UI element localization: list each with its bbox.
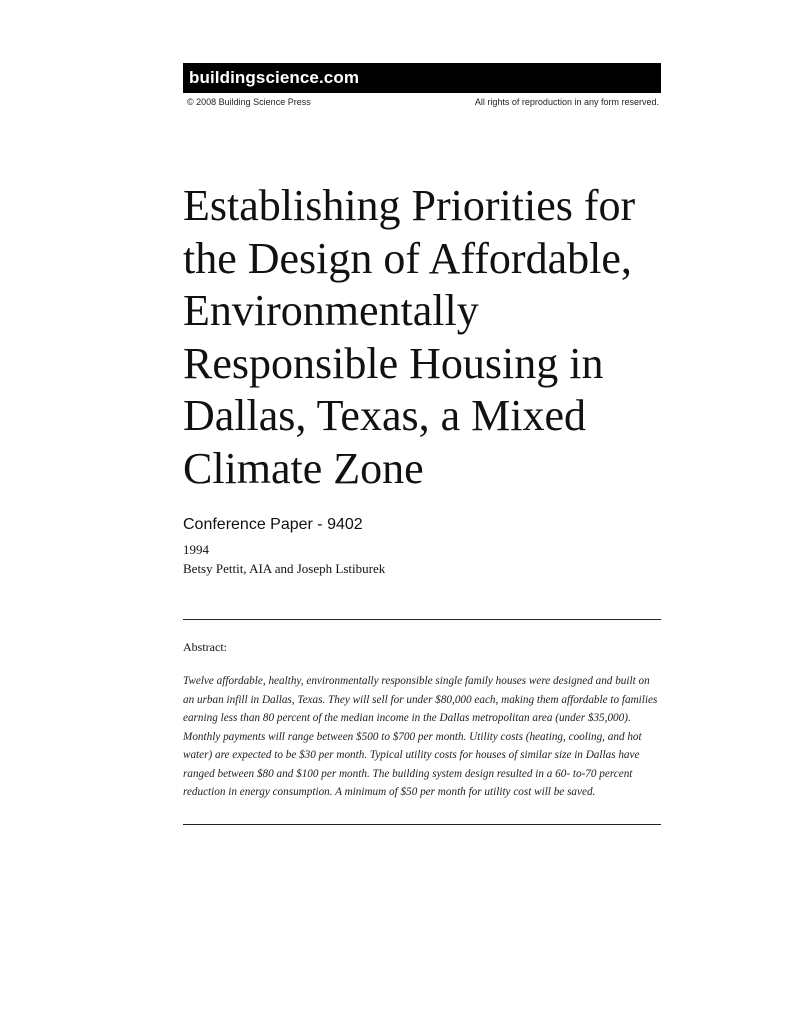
paper-title: Establishing Priorities for the Design of Affordable, Environmentally Responsible Housing in Dallas, Texas, a Mixed Climate Zone bbox=[183, 181, 636, 493]
copyright-notice: © 2008 Building Science Press bbox=[187, 97, 311, 107]
paper-authors: Betsy Pettit, AIA and Joseph Lstiburek bbox=[183, 561, 386, 576]
abstract-top-rule bbox=[183, 619, 661, 620]
abstract-text: Twelve affordable, healthy, environmentally responsible single family houses were designed and built on an urban infill in Dallas, Texas. They will sell for under $80,000 each, making them affordable to families earning less than 80 percent of the median income in the Dallas metropolitan area (under $35,000). Monthly payments will range between $500 to $700 per month. Utility costs (heating, cooling, and hot water) are expected to be $30 per month. Typical utility costs for houses of similar size in Dallas have ranged between $80 and $100 per month. The building system design resulted in a 60- to-70 percent reduction in energy consumption. A minimum of $50 per month for utility cost will be saved. bbox=[183, 675, 658, 798]
paper-id: Conference Paper - 9402 bbox=[183, 516, 363, 533]
abstract-bottom-rule bbox=[183, 824, 661, 825]
paper-year: 1994 bbox=[183, 542, 209, 557]
header-bar bbox=[183, 63, 661, 93]
header-subline bbox=[187, 97, 659, 107]
site-brand: buildingscience.com bbox=[189, 68, 360, 87]
rights-notice: All rights of reproduction in any form reserved. bbox=[474, 97, 659, 107]
abstract-label: Abstract: bbox=[183, 640, 227, 654]
